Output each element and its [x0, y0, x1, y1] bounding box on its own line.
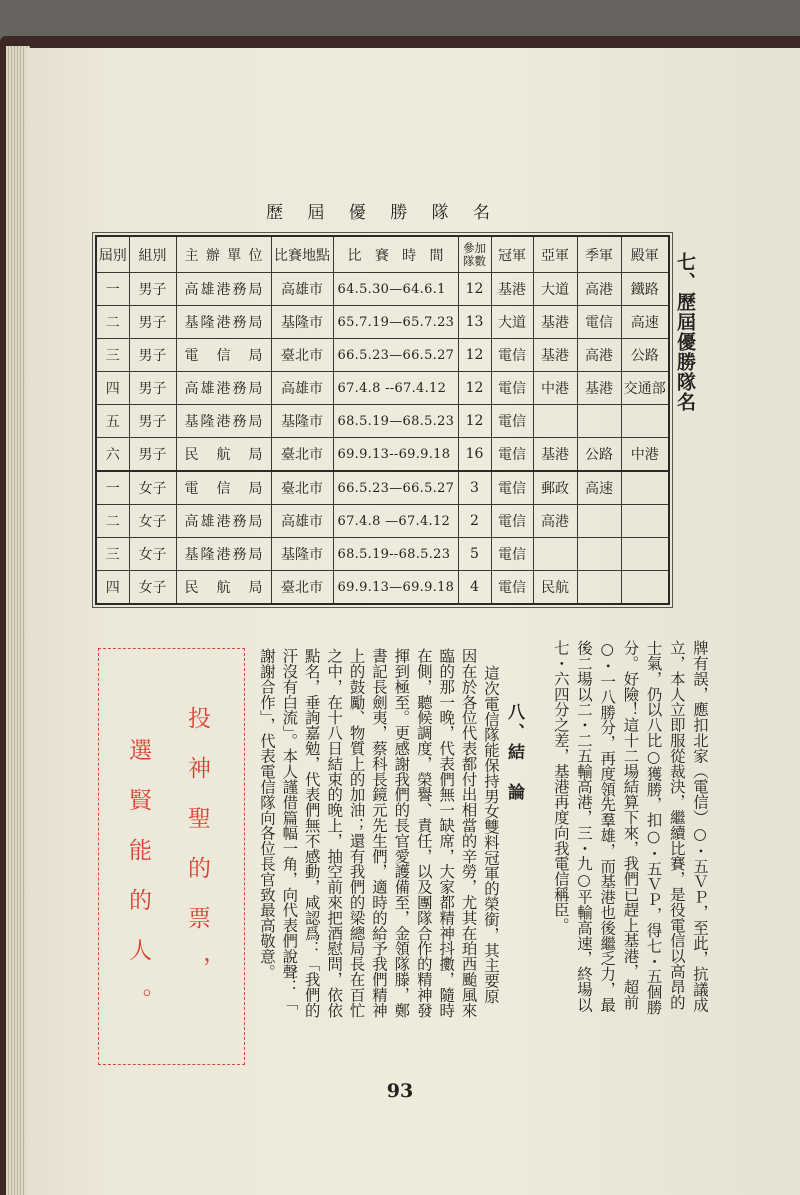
cell-runner-up: 基港 [533, 438, 577, 472]
cell-third: 公路 [577, 438, 621, 472]
table-row [96, 438, 669, 472]
text-column: 上的鼓勵、物質上的加油；還有我們的梁總局長在百忙 [347, 648, 366, 1018]
cell-round: 五 [96, 405, 129, 438]
header-dates: 比賽時間 [333, 236, 458, 273]
section-8-title: 八、結 論 [504, 703, 524, 803]
header-group: 組別 [129, 236, 176, 273]
header-runner-up: 亞軍 [533, 236, 577, 273]
table-row [96, 505, 669, 538]
table-row [96, 571, 669, 605]
cell-fourth [621, 471, 669, 505]
cell-third: 高速 [577, 471, 621, 505]
cell-runner-up [533, 405, 577, 438]
cell-champion: 電信 [491, 538, 533, 571]
cell-champion: 電信 [491, 505, 533, 538]
cell-dates: 68.5.19—68.5.23 [333, 405, 458, 438]
cell-venue: 臺北市 [271, 571, 333, 605]
cell-host: 民航局 [176, 438, 271, 472]
header-third: 季軍 [577, 236, 621, 273]
table-row [96, 405, 669, 438]
cell-host: 基隆港務局 [176, 538, 271, 571]
text-column: 立，本人立即服從裁決，繼續比賽，是役電信以高昂的 [667, 640, 686, 1010]
header-round: 屆別 [96, 236, 129, 273]
cell-fourth [621, 571, 669, 605]
cell-runner-up [533, 538, 577, 571]
header-venue: 比賽地點 [271, 236, 333, 273]
cell-teams: 12 [458, 372, 491, 405]
cell-runner-up: 基港 [533, 339, 577, 372]
cell-group: 男子 [129, 405, 176, 438]
cell-group: 男子 [129, 273, 176, 306]
results-table [95, 235, 670, 605]
cell-runner-up: 郵政 [533, 471, 577, 505]
text-column: 汗沒有白流」。本人謹借篇幅一角，向代表們說聲：「 [280, 648, 299, 1010]
cell-third: 高港 [577, 273, 621, 306]
cell-dates: 69.9.13--69.9.18 [333, 438, 458, 472]
table-row [96, 471, 669, 505]
text-column: 之中，在十八日結束的晚上，抽空前來把酒慰問，依依 [325, 648, 344, 1018]
text-column: 在側，聽候調度，榮譽、責任，以及團隊合作的精神發 [414, 648, 433, 1018]
conclusion-text [255, 648, 502, 1033]
cell-champion: 大道 [491, 306, 533, 339]
cell-champion: 電信 [491, 372, 533, 405]
cell-host: 高雄港務局 [176, 505, 271, 538]
cell-round: 二 [96, 505, 129, 538]
cell-champion: 電信 [491, 438, 533, 472]
cell-venue: 基隆市 [271, 306, 333, 339]
cell-runner-up: 大道 [533, 273, 577, 306]
cell-host: 高雄港務局 [176, 372, 271, 405]
cell-venue: 臺北市 [271, 339, 333, 372]
cell-group: 男子 [129, 339, 176, 372]
cell-third [577, 571, 621, 605]
cell-group: 女子 [129, 571, 176, 605]
table-title: 歷屆優勝隊名 [266, 203, 490, 223]
cell-group: 男子 [129, 438, 176, 472]
slogan-dashed-box [98, 648, 245, 1065]
text-column: 七・六四分之差，基港再度向我電信稱臣。 [551, 640, 570, 933]
cell-group: 男子 [129, 306, 176, 339]
cell-round: 一 [96, 471, 129, 505]
cell-venue: 高雄市 [271, 505, 333, 538]
cell-dates: 66.5.23—66.5.27 [333, 339, 458, 372]
cell-host: 電信局 [176, 471, 271, 505]
cell-venue: 高雄市 [271, 273, 333, 306]
cell-group: 女子 [129, 505, 176, 538]
text-column: ○・一八勝分，再度領先羣雄，而基港也後繼乏力，最 [598, 640, 617, 1013]
cell-champion: 基港 [491, 273, 533, 306]
cell-dates: 67.4.8 --67.4.12 [333, 372, 458, 405]
cell-fourth [621, 538, 669, 571]
text-column: 分。好險！這十二場結算下來，我們已趕上基港，超前 [621, 640, 640, 1010]
cell-dates: 66.5.23—66.5.27 [333, 471, 458, 505]
cell-dates: 64.5.30—64.6.1 [333, 273, 458, 306]
cell-teams: 16 [458, 438, 491, 472]
cell-round: 二 [96, 306, 129, 339]
cell-fourth [621, 505, 669, 538]
cell-fourth: 中港 [621, 438, 669, 472]
cell-third [577, 538, 621, 571]
header-host: 主辦單位 [176, 236, 271, 273]
text-column: 謝謝合作」，代表電信隊向各位長官致最高敬意。 [257, 648, 276, 980]
cell-teams: 5 [458, 538, 491, 571]
cell-fourth [621, 405, 669, 438]
cell-venue: 臺北市 [271, 438, 333, 472]
cell-host: 基隆港務局 [176, 306, 271, 339]
text-column: 揮到極至。更感謝我們的長官愛護備至，金領隊滕，鄭 [392, 648, 411, 1018]
cell-champion: 電信 [491, 571, 533, 605]
cell-group: 男子 [129, 372, 176, 405]
cell-host: 電信局 [176, 339, 271, 372]
cell-venue: 基隆市 [271, 538, 333, 571]
table-row [96, 372, 669, 405]
table-header-row [96, 236, 669, 273]
cell-round: 三 [96, 339, 129, 372]
cell-teams: 12 [458, 273, 491, 306]
previous-section-text [548, 640, 711, 1025]
page-number: 93 [386, 1080, 414, 1102]
header-teams: 參加隊數 [458, 236, 491, 273]
cell-runner-up: 高港 [533, 505, 577, 538]
cell-champion: 電信 [491, 405, 533, 438]
cell-teams: 4 [458, 571, 491, 605]
slogan-line: 投神聖的票， [184, 706, 210, 1006]
text-column: 書記長劍夷，蔡科長鏡元先生們，適時的給予我們精神 [369, 648, 388, 1018]
text-column: 士氣，仍以八比○獲勝，扣○・五ＶＰ，得七・五個勝 [644, 640, 663, 1015]
cell-venue: 臺北市 [271, 471, 333, 505]
header-fourth: 殿軍 [621, 236, 669, 273]
cell-dates: 65.7.19—65.7.23 [333, 306, 458, 339]
text-column: 牌有誤，應扣北家（電信）○・五ＶＰ，至此，抗議成 [691, 640, 709, 1013]
cell-third: 電信 [577, 306, 621, 339]
text-column: 後二場以二・二五輸高港，三・九○平輸高速，終場以 [574, 640, 593, 1013]
cell-round: 四 [96, 571, 129, 605]
cell-teams: 3 [458, 471, 491, 505]
cell-dates: 69.9.13—69.9.18 [333, 571, 458, 605]
slogan-line: 選賢能的人。 [125, 738, 151, 1038]
cell-runner-up: 基港 [533, 306, 577, 339]
cell-host: 高雄港務局 [176, 273, 271, 306]
cell-host: 民航局 [176, 571, 271, 605]
table-row [96, 306, 669, 339]
header-champion: 冠軍 [491, 236, 533, 273]
cell-teams: 12 [458, 405, 491, 438]
cell-fourth: 高速 [621, 306, 669, 339]
cell-third [577, 405, 621, 438]
cell-teams: 2 [458, 505, 491, 538]
table-row [96, 538, 669, 571]
text-column: 臨的那一晚，代表們無一缺席，大家都精神抖擻，隨時 [437, 648, 456, 1018]
cell-third [577, 505, 621, 538]
text-column: 點名，垂詢嘉勉，代表們無不感動，咸認爲：「我們的 [302, 648, 321, 1018]
cell-dates: 68.5.19--68.5.23 [333, 538, 458, 571]
cell-third: 基港 [577, 372, 621, 405]
cell-teams: 13 [458, 306, 491, 339]
cell-venue: 高雄市 [271, 372, 333, 405]
cell-round: 六 [96, 438, 129, 472]
cell-teams: 12 [458, 339, 491, 372]
cell-group: 女子 [129, 471, 176, 505]
cell-fourth: 交通部 [621, 372, 669, 405]
table-row [96, 273, 669, 306]
text-column: 這次電信隊能保持男女雙料冠軍的榮銜，其主要原 [482, 665, 500, 1004]
cell-runner-up: 中港 [533, 372, 577, 405]
cell-third: 高港 [577, 339, 621, 372]
cell-runner-up: 民航 [533, 571, 577, 605]
cell-fourth: 鐵路 [621, 273, 669, 306]
cell-round: 三 [96, 538, 129, 571]
cell-dates: 67.4.8 —67.4.12 [333, 505, 458, 538]
cell-group: 女子 [129, 538, 176, 571]
cell-champion: 電信 [491, 471, 533, 505]
cell-round: 一 [96, 273, 129, 306]
cell-round: 四 [96, 372, 129, 405]
cell-host: 基隆港務局 [176, 405, 271, 438]
table-row [96, 339, 669, 372]
cell-fourth: 公路 [621, 339, 669, 372]
text-column: 因在於各位代表都付出相當的辛勞，尤其在珀西颱風來 [459, 648, 478, 1018]
section-7-title: 七、歷屆優勝隊名 [674, 252, 696, 412]
cell-champion: 電信 [491, 339, 533, 372]
cell-venue: 基隆市 [271, 405, 333, 438]
